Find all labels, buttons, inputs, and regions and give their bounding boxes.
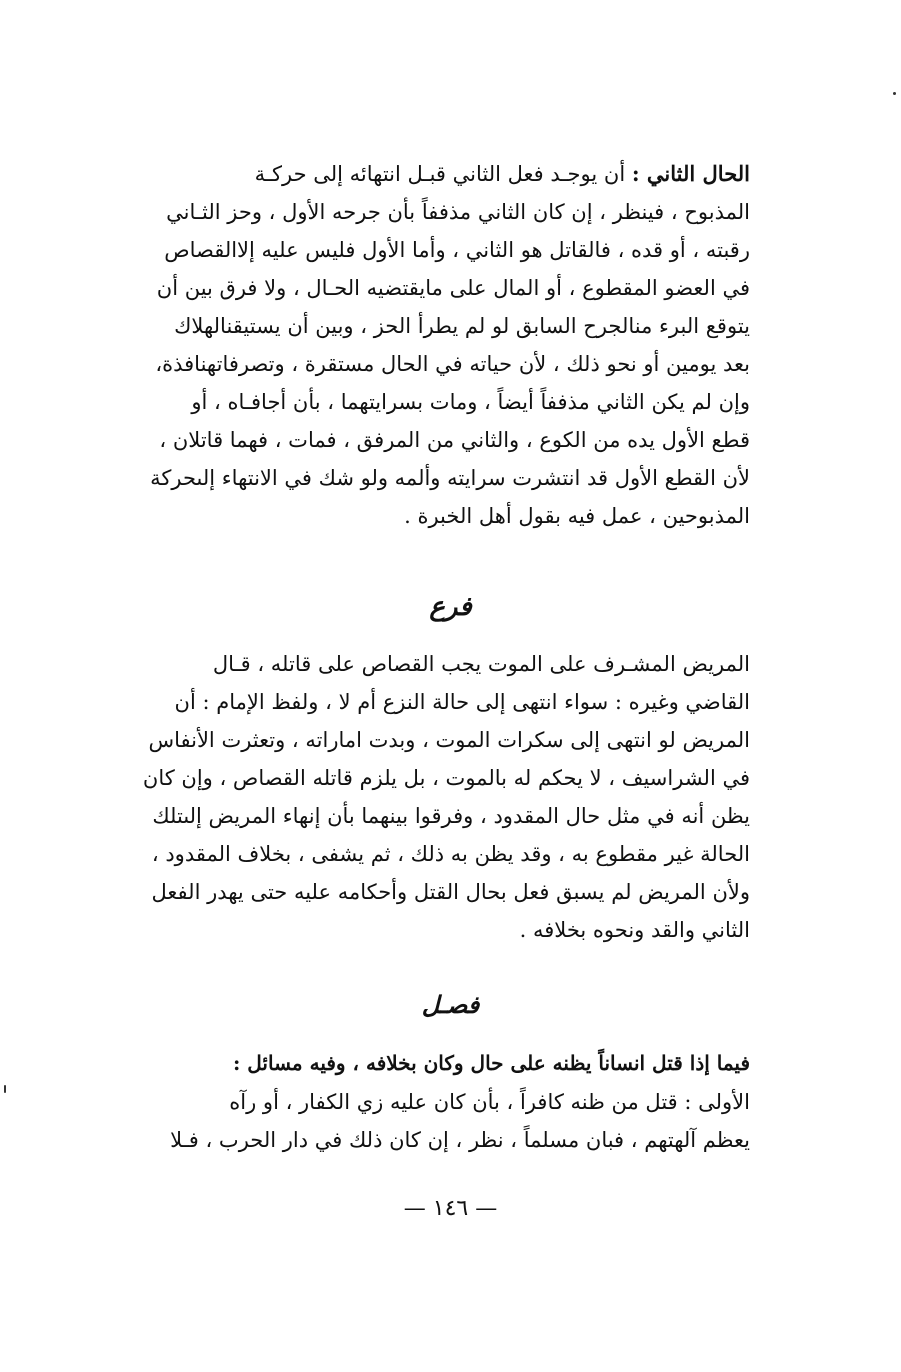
text-line: الأولى : قتل من ظنه كافراً ، بأن كان عليه زي الكفار ، أو رآه [229,1090,750,1114]
scan-speck [893,92,896,95]
text-line: ولأن المريض لم يسبق فعل بحال القتل وأحكامه عليه حتى يهدر الفعل [151,880,750,904]
text-line: لأن القطع الأول قد انتشرت سرايته وألمه ولو شك في الانتهاء إلىحركة [150,466,750,490]
text-line: المريض لو انتهى إلى سكرات الموت ، وبدت اماراته ، وتعثرت الأنفاس [148,728,750,752]
section-heading-chapter: فصـل [421,990,480,1019]
text-line: بعد يومين أو نحو ذلك ، لأن حياته في الحال مستقرة ، وتصرفاتهنافذة، [155,352,750,376]
text-line: يتوقع البرء منالجرح السابق لو لم يطرأ الحز ، وبين أن يستيقنالهلاك [174,314,750,338]
paragraph-second-case [100,155,750,535]
case-label: الحال الثاني : [631,161,750,186]
text-line: المريض المشـرف على الموت يجب القصاص على قاتله ، قـال [212,652,750,676]
text-line: وإن لم يكن الثاني مذففاً أيضاً ، ومات بسرايتهما ، بأن أجافـاه ، أو [191,390,750,414]
text-line: الثاني والقد ونحوه بخلافه . [519,918,750,942]
text-line: رقبته ، أو قده ، فالقاتل هو الثاني ، وأما الأول فليس عليه إلاالقصاص [164,238,750,262]
text-line: القاضي وغيره : سواء انتهى إلى حالة النزع أم لا ، ولفظ الإمام : أن [174,690,750,714]
text-line: يعظم آلهتهم ، فبان مسلماً ، نظر ، إن كان ذلك في دار الحرب ، فـلا [170,1128,750,1152]
text-line: قطع الأول يده من الكوع ، والثاني من المرفق ، فمات ، فهما قاتلان ، [159,428,750,452]
chapter-content [100,1043,750,1159]
scan-speck [4,1085,6,1093]
chapter-title: فيما إذا قتل انساناً يظنه على حال وكان بخلافه ، وفيه مسائل : [232,1051,750,1075]
text-line: في الشراسيف ، لا يحكم له بالموت ، بل يلزم قاتله القصاص ، وإن كان [142,766,750,790]
text-line: في العضو المقطوع ، أو المال على مايقتضيه الحـال ، ولا فرق بين أن [156,276,750,300]
text-line-content: أن يوجـد فعل الثاني قبـل انتهائه إلى حركـة [254,162,626,186]
text-line: الحالة غير مقطوع به ، وقد يظن به ذلك ، ثم يشفى ، بخلاف المقدود ، [151,842,750,866]
paragraph-sick-person [100,645,750,949]
text-line: المذبوحين ، عمل فيه بقول أهل الخبرة . [404,504,750,528]
text-line [100,155,750,193]
page-number: — ١٤٦ — [403,1196,498,1221]
text-line: يظن أنه في مثل حال المقدود ، وفرقوا بينهما بأن إنهاء المريض إلىتلك [152,804,750,828]
text-line: المذبوح ، فينظر ، إن كان الثاني مذففاً بأن جرحه الأول ، وحز الثـاني [166,200,750,224]
section-heading-branch: فرع [429,592,472,622]
